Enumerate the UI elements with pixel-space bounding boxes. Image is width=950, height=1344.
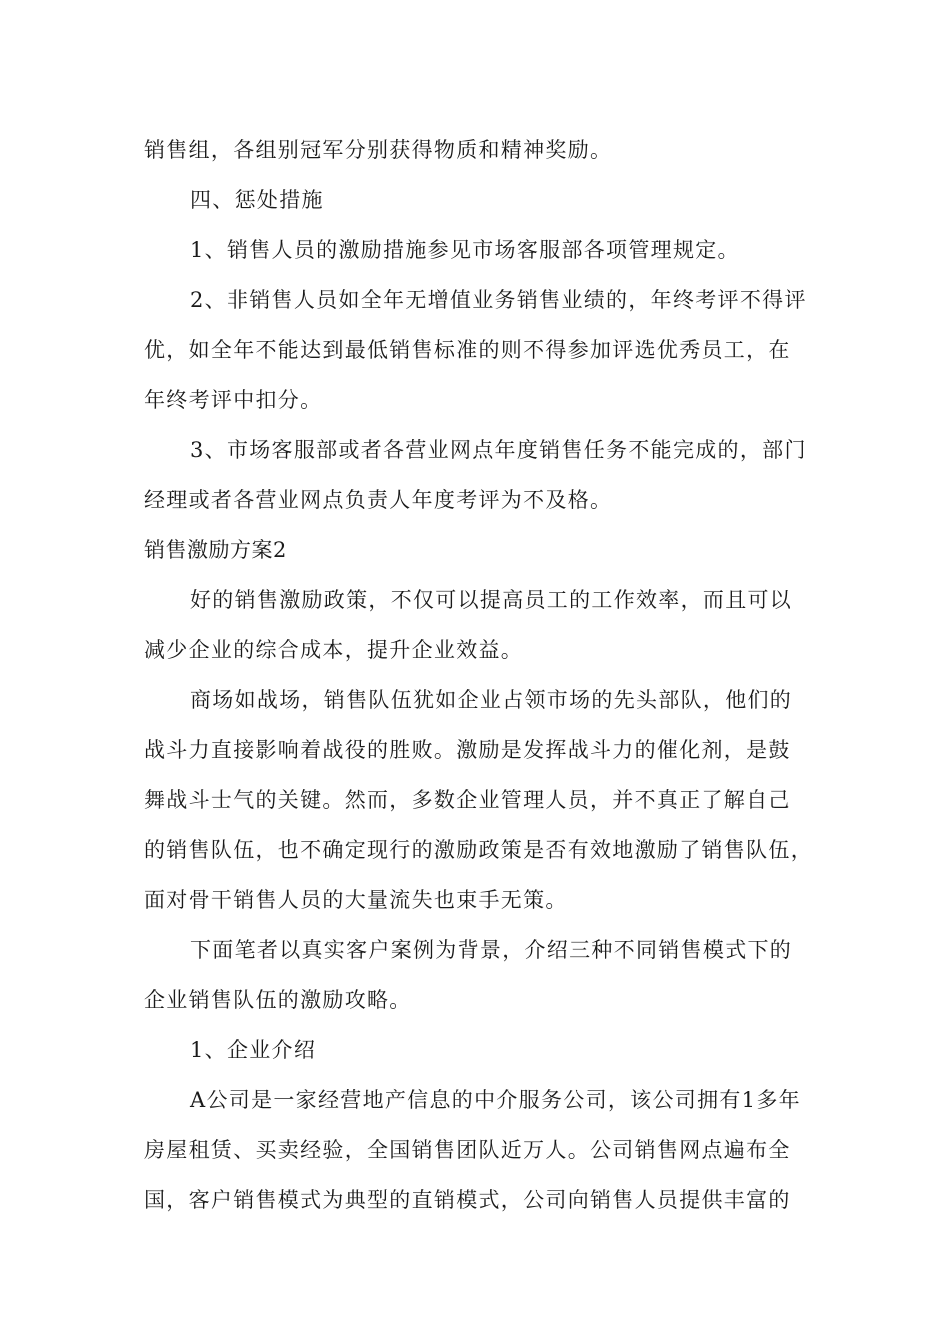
- paragraph-line: 1、销售人员的激励措施参见市场客服部各项管理规定。: [190, 238, 740, 262]
- document-title: 销售激励方案2: [144, 538, 287, 562]
- paragraph-line: 战斗力直接影响着战役的胜败。激励是发挥战斗力的催化剂，是鼓: [144, 738, 791, 762]
- section-heading: 1、企业介绍: [190, 1038, 317, 1062]
- paragraph-line: 减少企业的综合成本，提升企业效益。: [144, 638, 524, 662]
- paragraph-line: 好的销售激励政策，不仅可以提高员工的工作效率，而且可以: [190, 588, 793, 612]
- section-heading: 四、惩处措施: [190, 188, 324, 212]
- paragraph-line: 2、非销售人员如全年无增值业务销售业绩的，年终考评不得评: [190, 288, 807, 312]
- paragraph-line: 企业销售队伍的激励攻略。: [144, 988, 412, 1012]
- paragraph-line: 商场如战场，销售队伍犹如企业占领市场的先头部队，他们的: [190, 688, 793, 712]
- document-body: [144, 125, 814, 1225]
- paragraph-line: 的销售队伍，也不确定现行的激励政策是否有效地激励了销售队伍，: [144, 838, 813, 862]
- paragraph-line: 舞战斗士气的关键。然而，多数企业管理人员，并不真正了解自己: [144, 788, 791, 812]
- paragraph-line: 房屋租赁、买卖经验，全国销售团队近万人。公司销售网点遍布全: [144, 1138, 791, 1162]
- paragraph-line: 年终考评中扣分。: [144, 388, 323, 412]
- paragraph-line: 3、市场客服部或者各营业网点年度销售任务不能完成的，部门: [190, 438, 807, 462]
- paragraph-line: A公司是一家经营地产信息的中介服务公司，该公司拥有1多年: [190, 1088, 801, 1112]
- paragraph-line: 面对骨干销售人员的大量流失也束手无策。: [144, 888, 568, 912]
- paragraph-line: 销售组，各组别冠军分别获得物质和精神奖励。: [144, 138, 613, 162]
- paragraph-line: 下面笔者以真实客户案例为背景，介绍三种不同销售模式下的: [190, 938, 793, 962]
- paragraph-line: 优，如全年不能达到最低销售标准的则不得参加评选优秀员工，在: [144, 338, 791, 362]
- paragraph-line: 经理或者各营业网点负责人年度考评为不及格。: [144, 488, 613, 512]
- paragraph-line: 国，客户销售模式为典型的直销模式，公司向销售人员提供丰富的: [144, 1188, 791, 1212]
